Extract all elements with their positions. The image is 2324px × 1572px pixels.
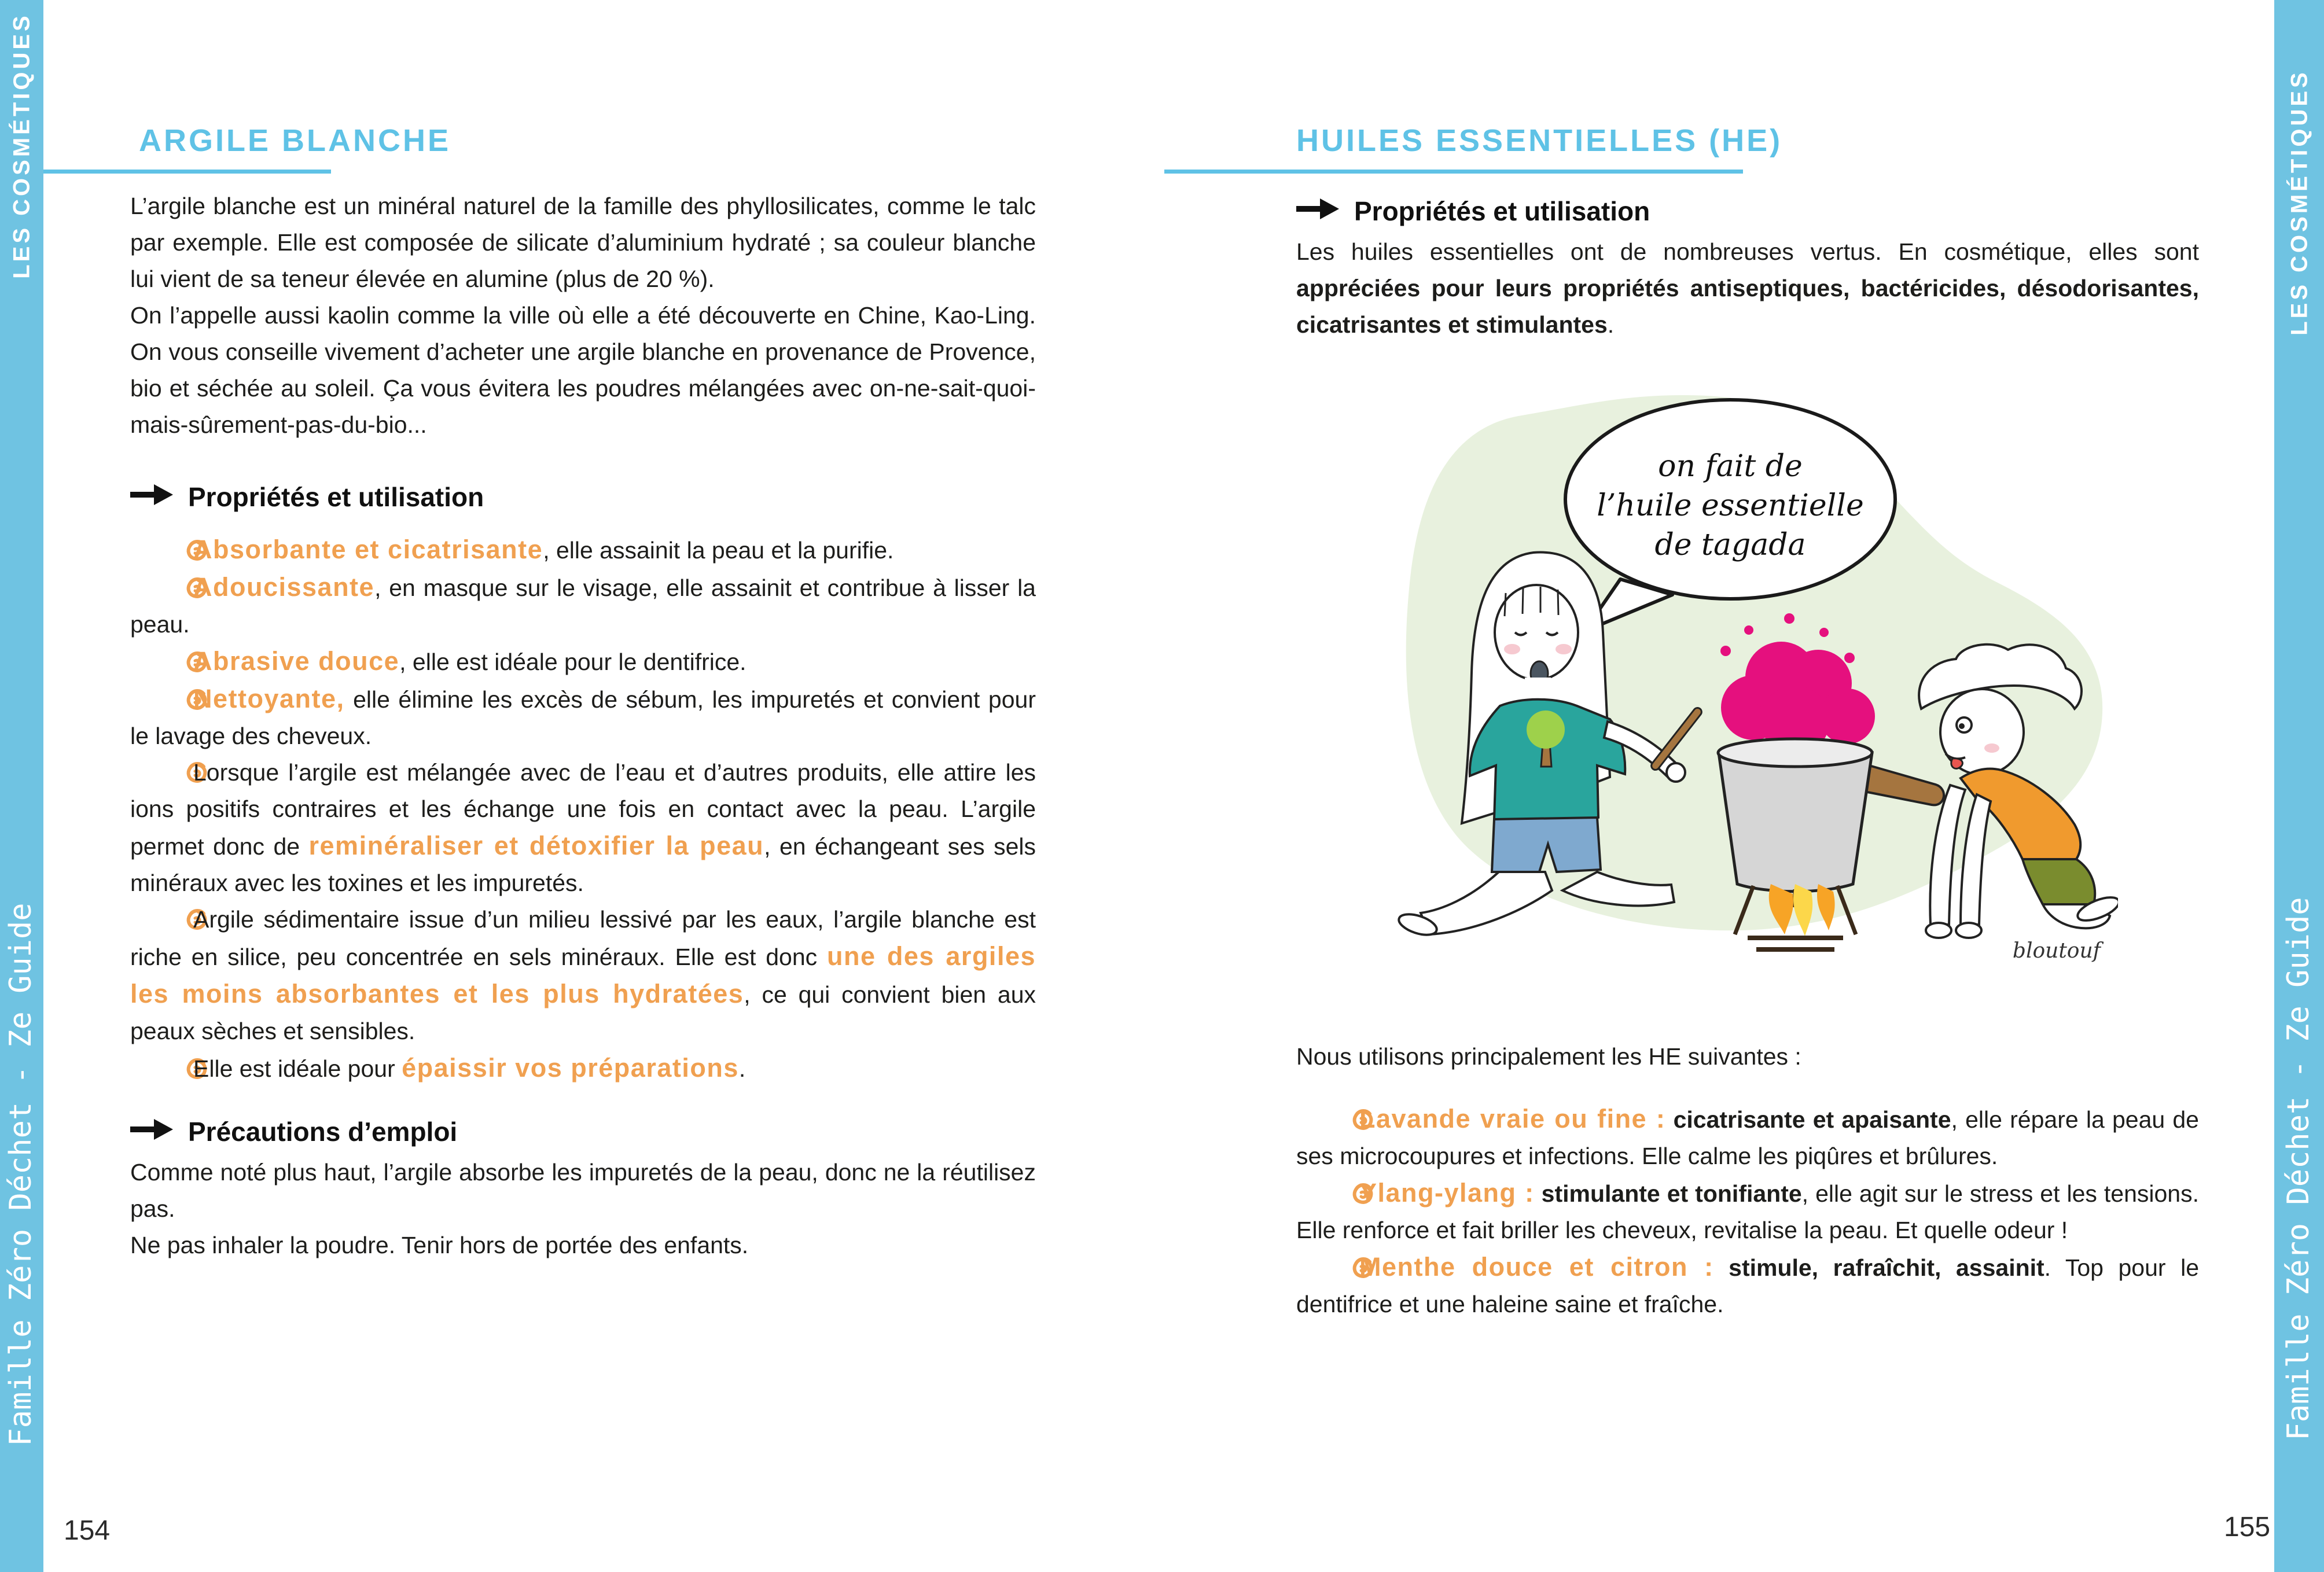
cartoon-illustration <box>1348 360 2118 974</box>
swirl-bullet-icon <box>1322 1105 1350 1133</box>
right-sidebar-chapter-label: LES COSMÉTIQUES <box>2286 69 2312 336</box>
left-page-number: 154 <box>64 1515 111 1546</box>
argile-intro-paragraph-2: On l’appelle aussi kaolin comme la ville où elle a été découverte en Chine, Kao-Ling. On vous conseille vivement d’acheter une argile blanche en provenance de Provence, bio et séchée au soleil. Ça vous évitera les poudres mélangées avec on-ne-sait-quoi-mais-sûrement-pas-du-bio... <box>130 302 1036 438</box>
bullet-bold-text: cicatrisante et apaisante <box>1665 1106 1951 1133</box>
bullet-keyword: Abrasive douce <box>193 646 400 676</box>
right-arrow-icon <box>130 480 173 514</box>
right-arrow-icon <box>1296 194 1339 228</box>
he-bullet-lavande <box>1296 1100 2199 1175</box>
argile-bullet-epaissir <box>130 1050 1036 1087</box>
bullet-keyword: Adoucissante <box>193 572 375 602</box>
bullet-pre-text: Lorsque l’argile est mélangée avec de l’eau et d’autres produits, elle attire les ions positifs contraires et les échange une fois en contact avec la peau. L’argile permet donc de <box>130 759 1036 860</box>
bullet-rest-text: , en masque sur le visage, elle assainit et contribue à lisser la peau. <box>130 575 1036 638</box>
swirl-bullet-icon <box>156 536 184 564</box>
precautions-section-heading <box>130 1115 1036 1148</box>
argile-intro-paragraph-1: L’argile blanche est un minéral naturel de la famille des phyllosilicates, comme le talc par exemple. Elle est composée de silicate d’aluminium hydraté ; sa couleur blanche lui vient de sa teneur élevée en alumine (plus de 20 %). <box>130 193 1036 292</box>
precautions-section-title: Précautions d’emploi <box>188 1117 458 1147</box>
he-list-intro: Nous utilisons principalement les HE suivantes : <box>1296 1043 1801 1070</box>
bullet-rest-text: , en échangeant ses sels minéraux avec les toxines et les impuretés. <box>130 833 1036 896</box>
precautions-paragraph-2: Ne pas inhaler la poudre. Tenir hors de portée des enfants. <box>130 1232 749 1258</box>
bullet-rest-text: , elle répare la peau de ses microcoupures et infections. Elle calme les piqûres et brûlures. <box>1296 1106 2199 1169</box>
right-page-body <box>1296 194 2199 1323</box>
properties-section-title: Propriétés et utilisation <box>188 482 484 512</box>
left-sidebar-book-title: Famille Zéro Déchet - Ze Guide <box>3 903 38 1446</box>
bullet-rest-text: elle élimine les excès de sébum, les impuretés et convient pour le lavage des cheveux. <box>130 686 1036 749</box>
he-intro-bold-text: appréciées pour leurs propriétés antiseptiques, bactéricides, désodorisantes, cicatrisantes et stimulantes <box>1296 275 2199 338</box>
left-title-underline <box>43 170 331 174</box>
argile-bullet-abrasive <box>130 643 1036 680</box>
swirl-bullet-icon <box>156 1054 184 1082</box>
he-properties-section-title: Propriétés et utilisation <box>1354 196 1650 226</box>
swirl-bullet-icon <box>156 905 184 933</box>
bullet-pre-text: Argile sédimentaire issue d’un milieu lessivé par les eaux, l’argile blanche est riche en silice, peu concentrée en sels minéraux. Elle est donc <box>130 906 1036 970</box>
right-page-title: HUILES ESSENTIELLES (HE) <box>1296 123 1783 158</box>
left-page-title: ARGILE BLANCHE <box>139 123 451 158</box>
speech-bubble-line3: de tagada <box>1654 528 1806 562</box>
he-bullet-ylang <box>1296 1175 2199 1249</box>
bullet-keyword: Nettoyante, <box>193 684 345 713</box>
bullet-keyword: Ylang-ylang : <box>1359 1178 1535 1207</box>
bullet-pre-text: Elle est idéale pour <box>193 1055 402 1082</box>
right-arrow-icon <box>130 1115 173 1148</box>
bullet-keyword: Menthe douce et citron : <box>1359 1252 1714 1282</box>
left-page-body <box>130 188 1036 1264</box>
he-intro-period: . <box>1607 311 1615 338</box>
speech-bubble-line1: on fait de <box>1658 449 1803 484</box>
swirl-bullet-icon <box>156 685 184 713</box>
swirl-bullet-icon <box>1322 1179 1350 1207</box>
swirl-bullet-icon <box>1322 1253 1350 1281</box>
swirl-bullet-icon <box>156 573 184 601</box>
bullet-bold-text: stimule, rafraîchit, assainit <box>1713 1254 2044 1281</box>
bullet-bold-text: stimulante et tonifiante <box>1534 1180 1802 1207</box>
right-sidebar-book-title: Famille Zéro Déchet - Ze Guide <box>2281 897 2316 1441</box>
he-intro-normal-text: Les huiles essentielles ont de nombreuses vertus. En cosmétique, elles sont <box>1296 238 2199 265</box>
argile-bullet-absorbante <box>130 531 1036 569</box>
he-properties-section-heading <box>1296 194 2199 228</box>
swirl-bullet-icon <box>156 758 184 786</box>
bullet-keyword: Absorbante et cicatrisante <box>193 535 543 564</box>
bullet-rest-text: , elle est idéale pour le dentifrice. <box>399 649 747 675</box>
right-title-underline <box>1164 170 1743 174</box>
argile-bullet-sedimentaire <box>130 901 1036 1050</box>
left-sidebar-chapter-label: LES COSMÉTIQUES <box>9 13 35 279</box>
artist-signature: bloutouf <box>2012 939 2101 963</box>
bullet-rest-text: , elle agit sur le stress et les tensions. Elle renforce et fait briller les cheveux, revitalise la peau. Et quelle odeur ! <box>1296 1180 2199 1243</box>
bullet-keyword: reminéraliser et détoxifier la peau <box>308 831 764 860</box>
properties-section-heading <box>130 480 1036 514</box>
bullet-keyword: une des argiles les moins absorbantes et les plus hydratées <box>130 941 1036 1008</box>
he-intro-paragraph <box>1296 234 2199 343</box>
bullet-keyword: Lavande vraie ou fine : <box>1359 1104 1666 1133</box>
precautions-paragraph-1: Comme noté plus haut, l’argile absorbe les impuretés de la peau, donc ne la réutilisez pas. <box>130 1159 1036 1222</box>
bullet-keyword: épaissir vos préparations <box>402 1053 739 1083</box>
swirl-bullet-icon <box>156 647 184 675</box>
argile-bullet-nettoyante <box>130 680 1036 754</box>
right-page-number: 155 <box>2224 1512 2271 1542</box>
bullet-rest-text: . Top pour le dentifrice et une haleine saine et fraîche. <box>1296 1254 2199 1317</box>
argile-bullet-remineraliser <box>130 754 1036 901</box>
bullet-rest-text: , ce qui convient bien aux peaux sèches et sensibles. <box>130 981 1036 1044</box>
argile-bullet-adoucissante <box>130 569 1036 643</box>
bullet-rest-text: . <box>738 1055 746 1082</box>
speech-bubble-line2: l’huile essentielle <box>1597 488 1864 523</box>
bullet-rest-text: , elle assainit la peau et la purifie. <box>543 537 894 564</box>
he-bullet-menthe <box>1296 1249 2199 1323</box>
